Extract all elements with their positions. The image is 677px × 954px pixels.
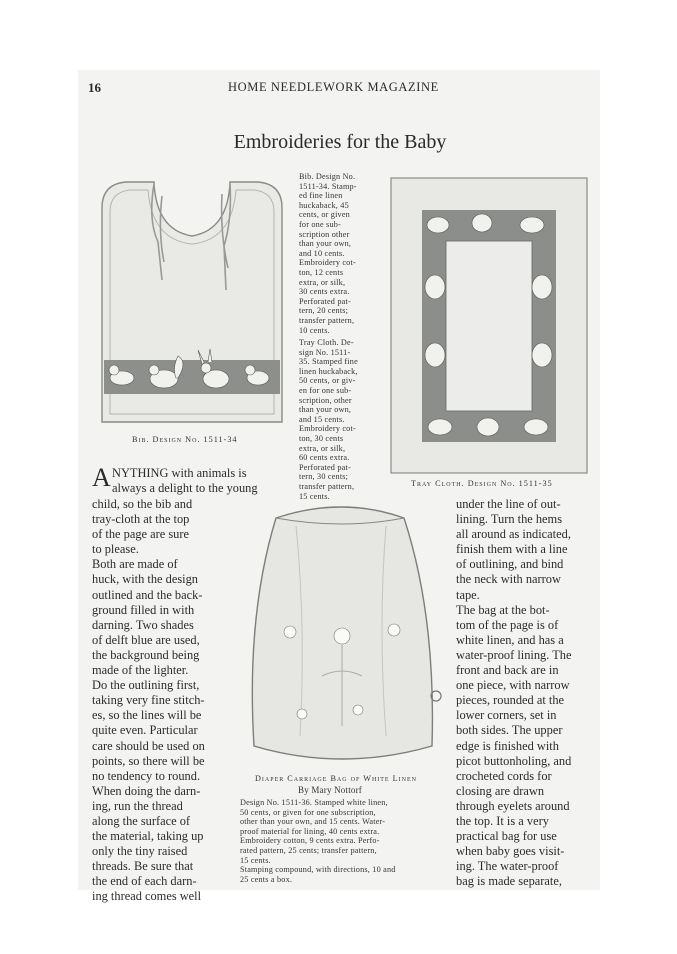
bib-note-line: Perforated pat- — [299, 296, 351, 306]
right-column-line: practical bag for use — [456, 829, 557, 844]
left-column-line: the background being — [92, 647, 200, 662]
bib-note-line: cents, or given — [299, 210, 350, 220]
bib-illustration — [92, 172, 292, 430]
bib-note-line: Bib. Design No. — [299, 172, 356, 181]
bib-note-line: transfer pattern, — [299, 315, 355, 325]
bib-note-line: 1511-34. Stamp- — [299, 181, 357, 191]
article-title: Embroideries for the Baby — [233, 131, 447, 153]
bib-note-line: and 10 cents. — [299, 248, 345, 258]
left-column-line: along the surface of — [92, 813, 191, 828]
bib-note-line: than your own, — [299, 239, 352, 249]
bag-note-line: 50 cents, or given for one subscription, — [240, 807, 376, 817]
tray-note-line: than your own, — [299, 405, 352, 415]
bag-note — [240, 798, 444, 884]
left-column-line: to please. — [92, 542, 139, 557]
right-column-line: under the line of out- — [456, 497, 561, 511]
tray-note-line: extra, or silk, — [299, 443, 346, 453]
bib-note — [299, 172, 383, 335]
left-column-line: When doing the darn- — [92, 783, 201, 798]
bag-note-line: Stamping compound, with directions, 10 and — [240, 865, 396, 875]
tray-note-line: en for one sub- — [299, 385, 352, 395]
left-column-line: care should be used on — [92, 738, 205, 753]
bag-note-line: 25 cents a box. — [240, 874, 293, 884]
left-column-line: threads. Be sure that — [92, 859, 194, 874]
intro-line: always a delight to the young — [112, 481, 258, 496]
intro-line: NYTHING with animals is — [112, 466, 247, 480]
right-column-line: pieces, rounded at the — [456, 693, 565, 708]
tray-note-line: Embroidery cot- — [299, 424, 356, 434]
left-column-line: Do the outlining first, — [92, 678, 200, 693]
bib-note-line: scription other — [299, 229, 350, 239]
bib-note-line: tern, 20 cents; — [299, 306, 349, 316]
bib-note-line: huckaback, 45 — [299, 200, 349, 210]
tray-cloth-illustration — [390, 177, 588, 474]
left-column-line: quite even. Particular — [92, 723, 198, 738]
bib-note-line: Embroidery cot- — [299, 258, 356, 268]
left-column-line: es, so the lines will be — [92, 708, 202, 723]
tray-note-line: 15 cents. — [299, 491, 330, 501]
right-column-line: The bag at the bot- — [456, 602, 550, 617]
bag-note-line: Design No. 1511-36. Stamped white linen, — [240, 798, 388, 807]
running-head: HOME NEEDLEWORK MAGAZINE — [228, 80, 439, 94]
bib-note-line: for one sub- — [299, 219, 341, 229]
bag-note-line: rated pattern, 25 cents; transfer pattern, — [240, 845, 377, 855]
right-column-line: both sides. The upper — [456, 723, 563, 738]
bag-note-line: proof material for lining, 40 cents extra. — [240, 826, 380, 836]
left-column-line: the end of each darn- — [92, 874, 197, 889]
left-column-line: outlined and the back- — [92, 587, 203, 602]
bag-caption: Diaper Carriage Bag of White Linen — [255, 774, 417, 783]
left-column-line: points, so there will be — [92, 753, 205, 768]
tray-note-line: Tray Cloth. De- — [299, 338, 354, 347]
right-column-line: lower corners, set in — [456, 708, 557, 723]
left-column-line: the material, taking up — [92, 829, 204, 844]
right-column-line: finish them with a line — [456, 542, 568, 557]
intro-lines — [112, 466, 292, 496]
bag-note-line: Embroidery cotton, 9 cents extra. Perfo- — [240, 836, 380, 846]
bag-author: By Mary Nottorf — [298, 785, 362, 795]
bib-note-line: ton, 12 cents — [299, 267, 344, 277]
right-column-line: the neck with narrow — [456, 572, 561, 587]
right-column-line: lining. Turn the hems — [456, 512, 563, 527]
left-column-line: darning. Two shades — [92, 617, 194, 632]
tray-note-line: ton, 30 cents — [299, 433, 344, 443]
left-column-line: huck, with the design — [92, 572, 198, 587]
bib-note-line: 30 cents extra. — [299, 287, 350, 297]
right-column-line: edge is finished with — [456, 738, 559, 753]
right-column-line: picot buttonholing, and — [456, 753, 572, 768]
left-column-line: of delft blue are used, — [92, 632, 200, 647]
right-column-line: bag is made separate, — [456, 874, 562, 889]
bag-note-line: other than your own, and 15 cents. Water- — [240, 817, 386, 827]
tray-note-line: 60 cents extra. — [299, 453, 350, 463]
left-column-line: only the tiny raised — [92, 844, 188, 859]
tray-note-line: scription, other — [299, 395, 352, 405]
right-column-text — [456, 497, 590, 889]
tray-note-line: 50 cents, or giv- — [299, 376, 356, 386]
left-column-line: no tendency to round. — [92, 768, 201, 783]
tray-note-line: and 15 cents. — [299, 414, 345, 424]
right-column-line: the top. It is a very — [456, 813, 549, 828]
bib-note-line: 10 cents. — [299, 325, 330, 335]
left-column-line: taking very fine stitch- — [92, 693, 205, 708]
right-column-line: crocheted cords for — [456, 768, 552, 783]
tray-note — [299, 338, 383, 501]
bib-note-line: extra, or silk, — [299, 277, 346, 287]
left-column-line: of the page are sure — [92, 527, 190, 542]
left-column-line: Both are made of — [92, 557, 178, 572]
bag-illustration — [236, 496, 448, 770]
right-column-line: white linen, and has a — [456, 632, 564, 647]
right-column-line: tom of the page is of — [456, 617, 559, 632]
right-column-line: one piece, with narrow — [456, 678, 570, 693]
left-column-line: made of the lighter. — [92, 663, 189, 678]
right-column-line: of outlining, and bind — [456, 557, 564, 572]
right-column-line: closing are drawn — [456, 783, 545, 798]
right-column-line: when baby goes visit- — [456, 844, 565, 859]
bib-note-line: ed fine linen — [299, 191, 343, 201]
left-column-line: child, so the bib and — [92, 497, 193, 511]
right-column-line: front and back are in — [456, 663, 559, 678]
left-column-line: tray-cloth at the top — [92, 512, 190, 527]
right-column-line: all around as indicated, — [456, 527, 571, 542]
bib-caption: Bib. Design No. 1511-34 — [132, 435, 238, 444]
drop-cap: A — [92, 463, 111, 492]
tray-note-line: transfer pattern, — [299, 481, 355, 491]
left-column-line: ground filled in with — [92, 602, 195, 617]
tray-note-line: tern, 30 cents; — [299, 472, 349, 482]
left-column-line: ing, run the thread — [92, 798, 183, 813]
tray-caption: Tray Cloth. Design No. 1511-35 — [411, 479, 553, 488]
right-column-line: ing. The water-proof — [456, 859, 559, 874]
right-column-line: water-proof lining. The — [456, 647, 572, 662]
tray-note-line: linen huckaback, — [299, 366, 358, 376]
left-column-line: ing thread comes well — [92, 889, 202, 904]
tray-note-line: sign No. 1511- — [299, 347, 351, 357]
tray-note-line: Perforated pat- — [299, 462, 351, 472]
left-column-text — [92, 497, 226, 905]
bag-note-line: 15 cents. — [240, 855, 271, 865]
right-column-line: through eyelets around — [456, 798, 570, 813]
tray-note-line: 35. Stamped fine — [299, 357, 358, 367]
page-number: 16 — [88, 80, 101, 95]
right-column-line: tape. — [456, 587, 480, 602]
